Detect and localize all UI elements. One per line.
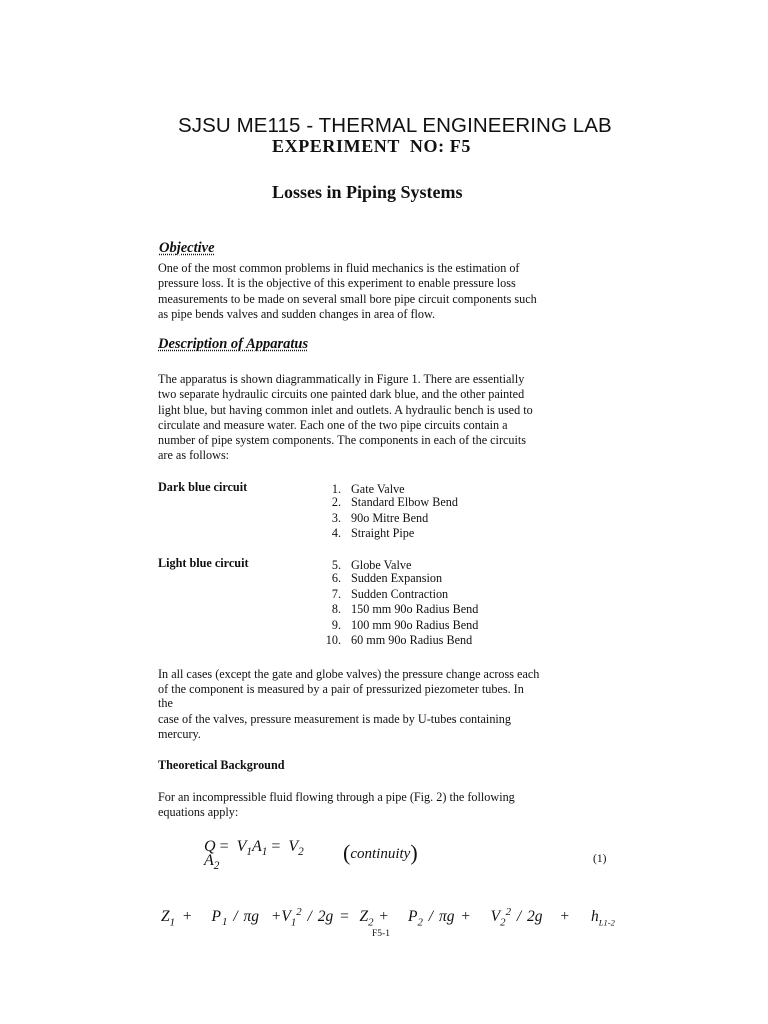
- continuity-a2: [204, 852, 219, 872]
- eq-superscript: 2: [505, 906, 511, 918]
- eq-symbol: A: [204, 852, 214, 869]
- eq-symbol: ): [410, 840, 418, 865]
- eq-symbol: =: [219, 838, 229, 855]
- cases-paragraph: [158, 667, 609, 711]
- eq-symbol: / 2g =: [307, 908, 350, 926]
- dark-circuit-label: Dark blue circuit: [158, 480, 248, 494]
- objective-paragraph: [158, 261, 609, 322]
- eq-subscript: 1: [222, 916, 228, 929]
- text-line: equations apply:: [158, 804, 239, 819]
- eq-subscript: 2: [368, 916, 374, 929]
- eq-symbol: =: [271, 838, 281, 855]
- list-item: 4. Straight Pipe: [331, 526, 415, 541]
- eq-symbol: V: [236, 838, 247, 855]
- list-item: 3. 90o Mitre Bend: [331, 510, 429, 525]
- equation-number: (1): [593, 853, 607, 865]
- eq-symbol: V: [490, 908, 501, 926]
- objective-heading-text: Objective: [159, 240, 215, 256]
- list-item: 1. Gate Valve: [331, 482, 405, 496]
- apparatus-paragraph: [158, 372, 609, 464]
- eq-subscript: 2: [500, 916, 506, 929]
- list-item: 5. Globe Valve: [331, 558, 412, 572]
- eq-symbol: Z: [161, 908, 170, 926]
- continuity-label: [343, 840, 418, 866]
- eq-symbol: P: [408, 908, 418, 926]
- page-number: F5-1: [372, 929, 390, 939]
- theory-paragraph: [158, 790, 609, 819]
- eq-symbol: P: [211, 908, 222, 926]
- eq-subscript: L1-2: [598, 917, 615, 928]
- objective-heading: [159, 240, 215, 257]
- eq-symbol: h: [591, 908, 599, 926]
- eq-subscript: 1: [246, 846, 252, 859]
- eq-superscript: 2: [296, 906, 302, 918]
- list-item: 6. Sudden Expansion: [331, 571, 443, 586]
- eq-symbol: / 2g: [516, 908, 543, 926]
- dark-circuit-list: [315, 482, 458, 542]
- eq-subscript: 2: [417, 916, 423, 929]
- list-item: 8. 150 mm 90o Radius Bend: [331, 602, 479, 617]
- document-title: Losses in Piping Systems: [272, 182, 463, 202]
- eq-symbol: (: [343, 840, 351, 865]
- bernoulli-equation: [161, 906, 615, 928]
- eq-symbol: V: [288, 838, 299, 855]
- eq-subscript: 2: [298, 846, 304, 859]
- text-line: For an incompressible fluid flowing through a pipe (Fig. 2) the following: [158, 790, 515, 804]
- eq-symbol: +: [379, 908, 389, 926]
- apparatus-heading: [158, 336, 308, 353]
- eq-symbol: / πg +: [428, 908, 471, 926]
- cases-paragraph-continued: [158, 712, 609, 743]
- text-line: case of the valves, pressure measurement is made by U-tubes containing: [158, 712, 511, 726]
- list-item: 2. Standard Elbow Bend: [331, 495, 458, 510]
- text-line: mercury.: [158, 727, 201, 742]
- eq-subscript: 1: [169, 916, 176, 929]
- text-line: of the component is measured by a pair of pressurized piezometer tubes. In: [158, 681, 524, 696]
- text-line: measurements to be made on several small bore pipe circuit components such: [158, 291, 537, 306]
- light-circuit-label: Light blue circuit: [158, 556, 249, 570]
- eq-subscript: 1: [261, 846, 268, 859]
- text-line: the: [158, 696, 173, 710]
- lab-title: SJSU ME115 - THERMAL ENGINEERING LAB: [178, 114, 612, 137]
- eq-symbol: Z: [359, 908, 369, 926]
- eq-subscript: 2: [213, 860, 220, 873]
- experiment-number: EXPERIMENT NO: F5: [272, 136, 471, 156]
- eq-symbol: +V: [270, 908, 291, 926]
- eq-symbol: +: [182, 908, 192, 926]
- theory-heading: Theoretical Background: [158, 758, 285, 772]
- text-line: two separate hydraulic circuits one painted dark blue, and the other painted: [158, 387, 525, 402]
- eq-symbol: Q: [204, 838, 216, 855]
- apparatus-heading-text: Description of Apparatus: [158, 336, 309, 352]
- eq-word: continuity: [350, 846, 411, 862]
- light-circuit-list: [315, 558, 478, 648]
- eq-symbol: A: [251, 838, 262, 855]
- eq-symbol: +: [560, 908, 570, 926]
- list-item: 10. 60 mm 90o Radius Bend: [325, 632, 473, 647]
- eq-subscript: 1: [290, 916, 297, 929]
- eq-symbol: / πg: [233, 908, 260, 926]
- list-item: 7. Sudden Contraction: [331, 586, 449, 601]
- text-line: One of the most common problems in fluid mechanics is the estimation of: [158, 261, 520, 275]
- text-line: light blue, but having common inlet and outlets. A hydraulic bench is used to: [158, 402, 533, 417]
- text-line: as pipe bends valves and sudden changes in area of flow.: [158, 306, 436, 321]
- text-line: pressure loss. It is the objective of this experiment to enable pressure loss: [158, 276, 516, 291]
- list-item: 9. 100 mm 90o Radius Bend: [331, 617, 479, 632]
- text-line: number of pipe system components. The components in each of the circuits: [158, 433, 527, 448]
- text-line: The apparatus is shown diagrammatically in Figure 1. There are essentially: [158, 372, 525, 386]
- text-line: circulate and measure water. Each one of the two pipe circuits contain a: [158, 417, 508, 432]
- text-line: In all cases (except the gate and globe valves) the pressure change across each: [158, 667, 540, 681]
- text-line: are as follows:: [158, 448, 230, 463]
